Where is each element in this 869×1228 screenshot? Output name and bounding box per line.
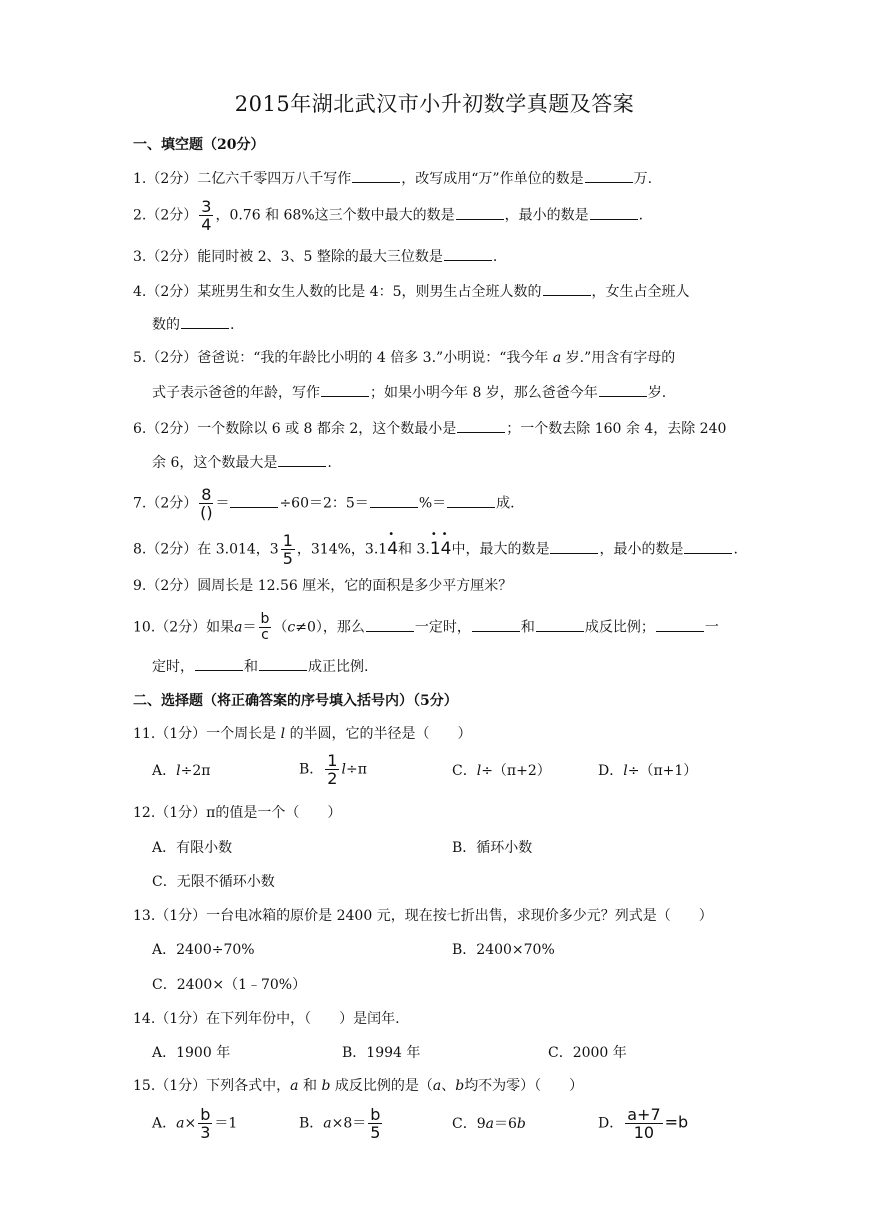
answer-blank[interactable] [370, 493, 418, 508]
question-3: 3.（2分）能同时被 2、3、5 整除的最大三位数是 . [133, 246, 497, 267]
question-7: 7.（2分） $\frac{8}{()}$ ＝ ÷60＝2：5＝ %＝ 成. [133, 485, 515, 522]
question-4: 4.（2分）某班男生和女生人数的比是 4：5，则男生占全班人数的 ，女生占全班人 [133, 281, 690, 302]
option-11-b[interactable]: B． $\frac{1}{2}$ l÷π [299, 751, 367, 788]
fraction: $\frac{b}{c}$ [260, 611, 270, 643]
fraction: $\frac{a+7}{10}$ [627, 1105, 661, 1142]
option-12-a[interactable]: A．有限小数 [152, 840, 233, 856]
answer-blank[interactable] [590, 205, 638, 220]
answer-blank[interactable] [447, 493, 495, 508]
question-5: 5.（2分）爸爸说：“我的年龄比小明的 4 倍多 3.”小明说：“我今年 a 岁.”用含有字母的 [133, 350, 676, 366]
question-10: 10.（2分）如果a＝ $\frac{b}{c}$ （c≠0），那么 一定时， 和 成反比例； 一 [133, 611, 719, 643]
fraction: $\frac{b}{5}$ [370, 1105, 381, 1142]
answer-blank[interactable] [444, 246, 492, 261]
question-2: 2.（2分） $\frac{3}{4}$ ，0.76 和 68%这三个数中最大的数是 ，最小的数是 . [133, 197, 644, 234]
question-13: 13.（1分）一台电冰箱的原价是 2400 元，现在按七折出售，求现价多少元？列式是（ ） [133, 908, 713, 924]
answer-blank[interactable] [457, 418, 505, 433]
question-1: 1.（2分）二亿六千零四万八千写作 ，改写成用“万”作单位的数是 万. [133, 168, 652, 189]
fraction: $\frac{1}{2}$ [327, 751, 338, 788]
answer-blank[interactable] [456, 205, 504, 220]
question-11: 11.（1分）一个周长是 l 的半圆，它的半径是（ ） [133, 726, 472, 742]
answer-blank[interactable] [656, 617, 704, 632]
fraction: $\frac{3}{4}$ [201, 197, 212, 234]
answer-blank[interactable] [195, 656, 243, 671]
answer-blank[interactable] [599, 382, 647, 397]
option-13-c[interactable]: C．2400×（1﹣70%） [152, 977, 307, 993]
section-heading-fill-blank: 一、填空题（20分） [133, 137, 265, 153]
repeating-digit: • 4 [387, 539, 398, 559]
question-8: 8.（2分）在 3.014，3 $\frac{1}{5}$ ，314%，3.1• 4和 3.• 1• 4中，最大的数是 ，最小的数是 . [133, 532, 738, 567]
mixed-fraction: $\frac{1}{5}$ [282, 531, 293, 568]
option-14-a[interactable]: A．1900 年 [152, 1045, 231, 1061]
option-14-c[interactable]: C．2000 年 [548, 1045, 627, 1061]
option-15-a[interactable]: A．a× $\frac{b}{3}$ ＝1 [152, 1105, 238, 1142]
answer-blank[interactable] [230, 493, 278, 508]
option-12-c[interactable]: C．无限不循环小数 [152, 874, 275, 890]
answer-blank[interactable] [321, 382, 369, 397]
option-11-c[interactable]: C．l÷（π+2） [452, 763, 551, 779]
option-15-d[interactable]: D． $\frac{a+7}{10}$ =b [598, 1105, 689, 1142]
question-5-cont: 式子表示爸爸的年龄，写作 ；如果小明今年 8 岁，那么爸爸今年 岁. [152, 382, 666, 403]
option-13-b[interactable]: B．2400×70% [452, 942, 555, 958]
answer-blank[interactable] [536, 617, 584, 632]
option-14-b[interactable]: B．1994 年 [342, 1045, 421, 1061]
answer-blank[interactable] [181, 314, 229, 329]
repeating-digit: • 1 [430, 539, 441, 559]
question-4-cont: 数的 . [152, 314, 234, 335]
option-15-c[interactable]: C．9a＝6b [452, 1116, 526, 1132]
answer-blank[interactable] [472, 617, 520, 632]
question-9: 9.（2分）圆周长是 12.56 厘米，它的面积是多少平方厘米？ [133, 578, 513, 594]
answer-blank[interactable] [550, 539, 598, 554]
option-15-b[interactable]: B．a×8＝ $\frac{b}{5}$ [299, 1105, 381, 1142]
question-15: 15.（1分）下列各式中，a 和 b 成反比例的是（a、b均不为零）（ ） [133, 1078, 584, 1094]
repeating-digit: • 4 [441, 539, 452, 559]
answer-blank[interactable] [278, 452, 326, 467]
question-10-cont: 定时， 和 成正比例. [152, 656, 368, 677]
answer-blank[interactable] [684, 539, 732, 554]
answer-blank[interactable] [543, 281, 591, 296]
answer-blank[interactable] [585, 168, 633, 183]
section-heading-multiple-choice: 二、选择题（将正确答案的序号填入括号内）（5分） [133, 693, 458, 709]
answer-blank[interactable] [352, 168, 400, 183]
option-12-b[interactable]: B．循环小数 [452, 840, 533, 856]
question-12: 12.（1分）π的值是一个（ ） [133, 805, 342, 821]
fraction: $\frac{8}{()}$ [200, 485, 213, 522]
question-14: 14.（1分）在下列年份中，（ ）是闰年. [133, 1011, 400, 1027]
option-11-d[interactable]: D．l÷（π+1） [598, 763, 698, 779]
answer-blank[interactable] [259, 656, 307, 671]
fraction: $\frac{b}{3}$ [200, 1105, 211, 1142]
question-6-cont: 余 6，这个数最大是 . [152, 452, 332, 473]
option-11-a[interactable]: A．l÷2π [152, 763, 211, 779]
page-title: 2015年湖北武汉市小升初数学真题及答案 [234, 92, 635, 116]
question-6: 6.（2分）一个数除以 6 或 8 都余 2，这个数最小是 ；一个数去除 160 余 4，去除 240 [133, 418, 726, 439]
answer-blank[interactable] [366, 617, 414, 632]
option-13-a[interactable]: A．2400÷70% [152, 942, 255, 958]
